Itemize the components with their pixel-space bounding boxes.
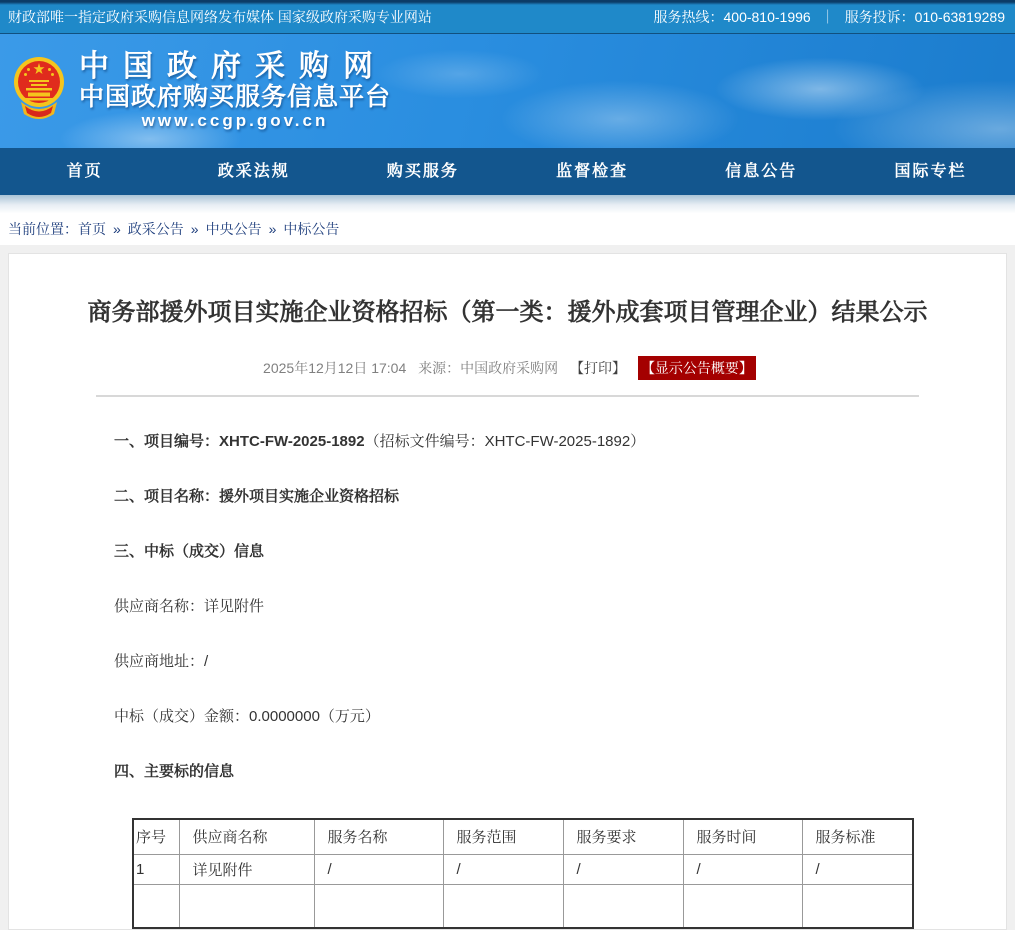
table-cell <box>443 884 563 928</box>
page-body <box>0 245 1015 930</box>
table-cell: / <box>683 854 802 884</box>
table-cell: / <box>314 854 443 884</box>
site-slogan: 财政部唯一指定政府采购信息网络发布媒体 国家级政府采购专业网站 <box>8 8 432 25</box>
table-cell <box>683 884 802 928</box>
table-header-cell: 服务时间 <box>683 819 802 854</box>
main-items-table <box>132 818 914 929</box>
table-cell: / <box>802 854 913 884</box>
table-header-row <box>133 819 913 854</box>
breadcrumb-item-central[interactable]: 中央公告 <box>205 221 262 237</box>
nav-item-international[interactable]: 国际专栏 <box>894 163 967 180</box>
breadcrumb-item-award[interactable]: 中标公告 <box>283 221 340 237</box>
nav-item-notices[interactable]: 信息公告 <box>725 163 798 180</box>
project-name-bold: 二、项目名称：援外项目实施企业资格招标 <box>114 488 400 505</box>
publish-datetime: 2025年12月12日 17:04 <box>263 360 407 376</box>
nav-item-supervision[interactable]: 监督检查 <box>556 163 629 180</box>
print-button[interactable]: 【打印】 <box>570 360 627 376</box>
table-cell <box>314 884 443 928</box>
table-cell <box>179 884 314 928</box>
supplier-address-line: 供应商地址：/ <box>114 653 209 670</box>
table-cell <box>563 884 683 928</box>
breadcrumb-item-notices[interactable]: 政采公告 <box>127 221 184 237</box>
site-url: www.ccgp.gov.cn <box>141 111 329 130</box>
site-title: 中国政府采购网 <box>79 50 387 83</box>
project-number-note: （招标文件编号：XHTC-FW-2025-1892） <box>364 433 646 450</box>
nav-item-home[interactable]: 首页 <box>66 163 103 180</box>
project-number-line <box>114 433 1006 450</box>
announcement-panel <box>8 253 1007 930</box>
top-service-bar <box>0 0 1015 34</box>
table-cell: 详见附件 <box>179 854 314 884</box>
main-nav <box>0 148 1015 195</box>
table-header-cell: 服务要求 <box>563 819 683 854</box>
table-cell: / <box>443 854 563 884</box>
award-amount-line: 中标（成交）金额：0.0000000（万元） <box>114 708 380 725</box>
table-row <box>133 884 913 928</box>
table-cell <box>133 884 179 928</box>
table-cell: 1 <box>133 854 179 884</box>
service-hotline: 服务热线：400-810-1996 <box>653 8 811 25</box>
breadcrumb-separator: » <box>190 221 199 237</box>
table-cell <box>802 884 913 928</box>
table-header-cell: 供应商名称 <box>179 819 314 854</box>
site-subtitle: 中国政府购买服务信息平台 <box>79 83 392 111</box>
project-name-line <box>114 488 1006 505</box>
table-header-cell: 序号 <box>133 819 179 854</box>
table-row <box>133 854 913 884</box>
project-number-bold: 一、项目编号：XHTC-FW-2025-1892 <box>114 433 365 450</box>
award-info-heading <box>114 543 1006 560</box>
table-cell: / <box>563 854 683 884</box>
show-summary-button[interactable]: 【显示公告概要】 <box>638 356 756 380</box>
page-title: 商务部援外项目实施企业资格招标（第一类：援外成套项目管理企业）结果公示 <box>87 299 928 326</box>
table-header-cell: 服务标准 <box>802 819 913 854</box>
table-header-cell: 服务名称 <box>314 819 443 854</box>
breadcrumb-item-home[interactable]: 首页 <box>78 221 106 237</box>
breadcrumb-separator: » <box>113 221 121 237</box>
main-items-bold: 四、主要标的信息 <box>114 763 235 780</box>
nav-item-regulations[interactable]: 政采法规 <box>217 163 290 180</box>
national-emblem-icon <box>13 56 65 126</box>
topbar-separator: ｜ <box>820 8 835 25</box>
nav-bottom-strip <box>0 195 1015 213</box>
nav-item-purchase[interactable]: 购买服务 <box>386 163 459 180</box>
award-info-bold: 三、中标（成交）信息 <box>114 543 265 560</box>
breadcrumb-separator: » <box>268 221 277 237</box>
article-source: 来源：中国政府采购网 <box>418 360 559 376</box>
service-complaint: 服务投诉：010-63819289 <box>844 8 1005 25</box>
supplier-name-line: 供应商名称：详见附件 <box>114 598 265 615</box>
site-logo[interactable] <box>13 51 391 131</box>
article-meta <box>9 356 1006 380</box>
article-body <box>9 397 1006 929</box>
site-header <box>0 34 1015 148</box>
breadcrumb-label: 当前位置： <box>8 221 78 237</box>
breadcrumb <box>0 213 1015 245</box>
table-header-cell: 服务范围 <box>443 819 563 854</box>
main-items-heading <box>114 763 1006 780</box>
